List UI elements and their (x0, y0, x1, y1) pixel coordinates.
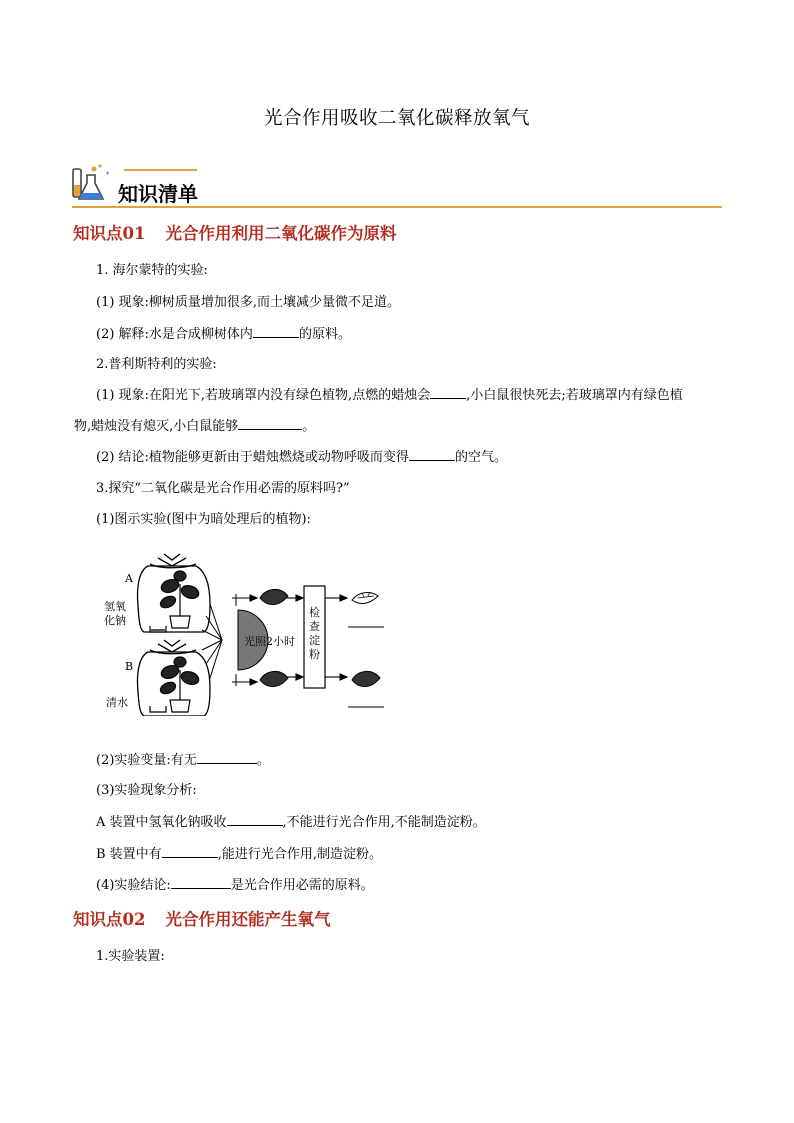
section-banner: 知识清单 (118, 182, 198, 206)
paragraph: (2) 结论:植物能够更新由于蜡烛燃烧或动物呼吸而变得 的空气。 (96, 450, 507, 465)
svg-text:淀: 淀 (309, 634, 320, 647)
paragraph: (1)图示实验(图中为暗处理后的植物): (96, 512, 311, 527)
label-a: A (125, 572, 133, 585)
heading-number: 知识点01 (73, 224, 146, 243)
paragraph: 1.实验装置: (96, 949, 165, 964)
heading-text: 光合作用利用二氧化碳作为原料 (165, 224, 397, 243)
svg-text:检: 检 (309, 606, 320, 619)
paragraph: B 装置中有 ,能进行光合作用,制造淀粉。 (96, 847, 382, 862)
paragraph: (2)实验变量:有无 。 (96, 753, 270, 768)
experiment-figure (100, 546, 395, 716)
banner-accent (124, 169, 197, 171)
leaf-a (260, 589, 288, 604)
paragraph: (1) 现象:在阳光下,若玻璃罩内没有绿色植物,点燃的蜡烛会 ,小白鼠很快死去;若玻璃罩内有绿色植 (96, 388, 683, 403)
heading-text: 光合作用还能产生氧气 (165, 910, 331, 929)
section-heading (73, 220, 396, 244)
answer-blank[interactable] (197, 751, 257, 764)
flask-icon (70, 163, 116, 205)
paragraph: 物,蜡烛没有熄灭,小白鼠能够 。 (74, 419, 316, 434)
answer-blank[interactable] (253, 325, 299, 338)
svg-text:查: 查 (309, 620, 320, 633)
leaf-b (260, 671, 288, 686)
answer-blank[interactable] (227, 813, 283, 826)
label-b: B (125, 660, 134, 673)
paragraph: (1) 现象:柳树质量增加很多,而土壤减少量微不足道。 (96, 295, 401, 310)
paragraph: 1. 海尔蒙特的实验: (96, 263, 208, 278)
answer-blank[interactable] (238, 417, 302, 430)
answer-blank[interactable] (409, 448, 455, 461)
result-leaf-b (352, 671, 380, 686)
light-label: 光照2小时 (244, 635, 295, 648)
svg-text:粉: 粉 (309, 648, 320, 661)
paragraph: 2.普利斯特利的实验: (96, 357, 217, 372)
paragraph: (2) 解释:水是合成柳树体内 的原料。 (96, 327, 351, 342)
section-heading (73, 906, 330, 930)
label-naoh: 氢氧 (104, 600, 126, 613)
heading-number: 知识点02 (73, 910, 146, 929)
label-water: 清水 (106, 696, 128, 709)
page-title: 光合作用吸收二氧化碳释放氧气 (263, 108, 530, 129)
paragraph: A 装置中氢氧化钠吸收 ,不能进行光合作用,不能制造淀粉。 (96, 815, 486, 830)
paragraph: (4)实验结论: 是光合作用必需的原料。 (96, 878, 374, 893)
result-leaf-a (352, 593, 378, 604)
divider (72, 206, 722, 208)
paragraph: 3.探究“二氧化碳是光合作用必需的原料吗?” (96, 481, 350, 496)
label-naoh: 化钠 (104, 614, 126, 627)
answer-blank[interactable] (162, 845, 218, 858)
answer-blank[interactable] (171, 876, 231, 889)
paragraph: (3)实验现象分析: (96, 783, 197, 798)
plant-b (150, 657, 201, 712)
plant-a (150, 571, 201, 632)
answer-blank[interactable] (430, 386, 466, 399)
